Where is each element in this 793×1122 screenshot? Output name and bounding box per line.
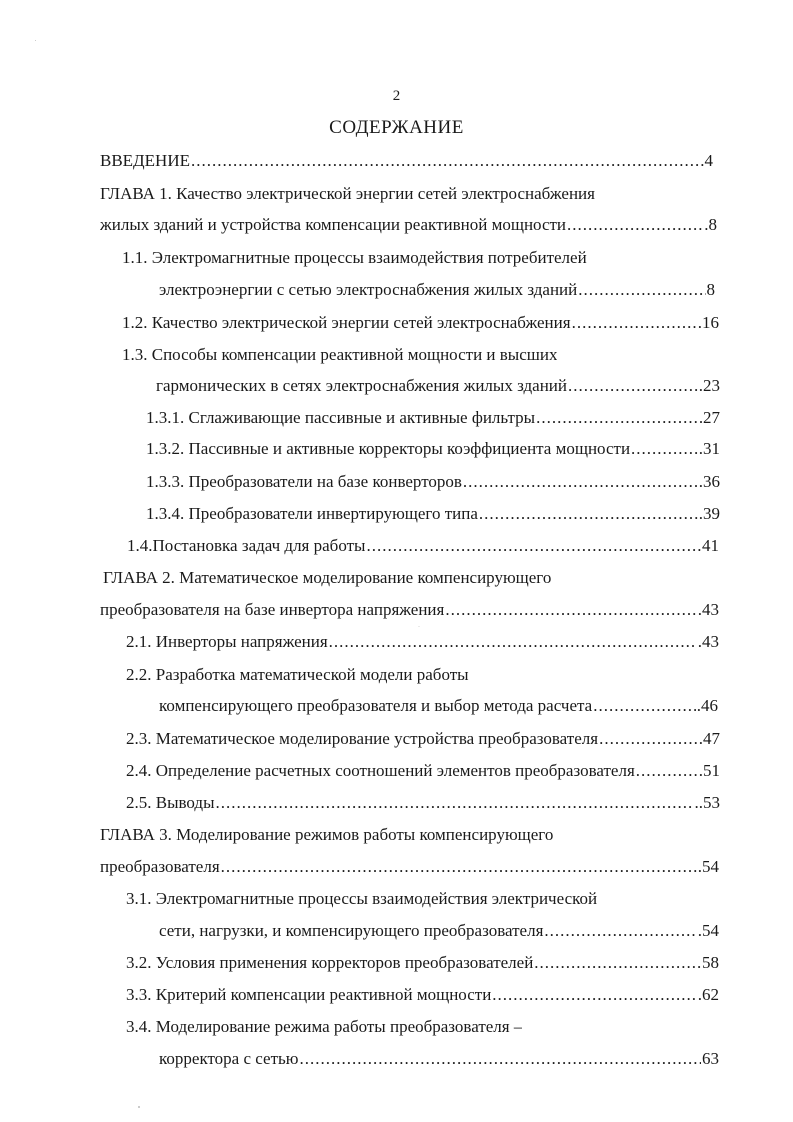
toc-entry-text: сети, нагрузки, и компенсирующего преобразователя	[159, 921, 544, 940]
toc-entry-text: преобразователя	[100, 857, 220, 876]
toc-entry-chapter-1	[100, 212, 717, 238]
dot-leader	[578, 277, 705, 303]
scan-speck	[138, 1106, 140, 1108]
toc-entry-text: 3.1. Электромагнитные процессы взаимодействия электрической	[126, 889, 598, 908]
toc-heading-2-2	[126, 662, 469, 688]
toc-entry-text: корректора с сетью	[159, 1049, 299, 1068]
dot-leader	[445, 597, 696, 623]
toc-entry-1-3-1	[146, 405, 720, 431]
dot-leader	[492, 982, 696, 1008]
toc-entry-text: 1.4.Постановка задач для работы	[127, 536, 366, 555]
toc-entry-text: компенсирующего преобразователя и выбор метода расчета	[159, 696, 593, 715]
toc-entry-1-3-3	[146, 469, 720, 495]
dot-leader	[479, 501, 698, 527]
dot-leader	[534, 950, 701, 976]
toc-heading-1-3	[122, 342, 557, 368]
toc-entry-2-5	[126, 790, 720, 816]
toc-entry-text: 3.4. Моделирование режима работы преобразователя –	[126, 1017, 523, 1036]
toc-entry-page: .8	[704, 215, 717, 234]
toc-entry-text: 1.3.1. Сглаживающие пассивные и активные фильтры	[146, 408, 536, 427]
toc-heading-chapter-2	[103, 565, 551, 591]
toc-entry-text: гармонических в сетях электроснабжения жилых зданий	[156, 376, 567, 395]
toc-heading-3-4	[126, 1014, 522, 1040]
toc-entry-text: 3.2. Условия применения корректоров преобразователей	[126, 953, 534, 972]
dot-leader	[567, 212, 703, 238]
toc-entry-text: 2.5. Выводы	[126, 793, 215, 812]
toc-entry-text: 1.3.2. Пассивные и активные корректоры коэффициента мощности	[146, 439, 631, 458]
toc-entry-text: 2.4. Определение расчетных соотношений элементов преобразователя	[126, 761, 635, 780]
toc-heading-3-1	[126, 886, 597, 912]
toc-entry-3-1	[159, 918, 719, 944]
toc-entry-page: .54	[697, 921, 719, 940]
toc-entry-page: 63	[702, 1049, 719, 1068]
toc-entry-page: .31	[698, 439, 720, 458]
toc-entry-page: 8	[706, 280, 715, 299]
toc-entry-page: .23	[698, 376, 720, 395]
toc-entry-1-1	[159, 277, 715, 303]
dot-leader	[191, 148, 699, 174]
toc-entry-page: .43	[697, 632, 719, 651]
toc-entry-chapter-3	[100, 854, 719, 880]
toc-entry-page: 51	[703, 761, 720, 780]
dot-leader	[216, 790, 694, 816]
toc-entry-text: жилых зданий и устройства компенсации реактивной мощности	[100, 215, 567, 234]
dot-leader	[463, 469, 698, 495]
toc-entry-1-3-2	[146, 436, 720, 462]
dot-leader	[299, 1046, 701, 1072]
toc-entry-intro	[100, 148, 713, 174]
toc-entry-page: .4	[700, 151, 713, 170]
toc-heading-1-1	[122, 245, 587, 271]
toc-entry-text: 1.3.4. Преобразователи инвертирующего типа	[146, 504, 478, 523]
toc-entry-page: 58	[702, 953, 719, 972]
toc-entry-text: 2.2. Разработка математической модели работы	[126, 665, 469, 684]
toc-entry-page: .46	[696, 696, 718, 715]
toc-heading-chapter-1	[100, 181, 595, 207]
toc-entry-text: 3.3. Критерий компенсации реактивной мощности	[126, 985, 492, 1004]
toc-title: СОДЕРЖАНИЕ	[329, 117, 464, 138]
toc-entry-3-4	[159, 1046, 719, 1072]
dot-leader	[536, 405, 702, 431]
dot-leader	[636, 758, 702, 784]
toc-entry-2-4	[126, 758, 720, 784]
dot-leader	[366, 533, 701, 559]
toc-entry-text: ВВЕДЕНИЕ	[100, 151, 190, 170]
toc-entry-page: .43	[697, 600, 719, 619]
dot-leader	[593, 693, 696, 719]
scan-speck	[35, 40, 36, 41]
toc-entry-text: ГЛАВА 3. Моделирование режимов работы компенсирующего	[100, 825, 554, 844]
dot-leader	[572, 310, 697, 336]
toc-entry-text: преобразователя на базе инвертора напряжения	[100, 600, 445, 619]
toc-entry-2-3	[126, 726, 720, 752]
toc-entry-2-1	[126, 629, 719, 655]
toc-entry-page: .36	[698, 472, 720, 491]
toc-entry-page: .16	[697, 313, 719, 332]
toc-heading-chapter-3	[100, 822, 553, 848]
toc-entry-page: .39	[698, 504, 720, 523]
dot-leader	[599, 726, 698, 752]
toc-entry-text: 1.3.3. Преобразователи на базе конверторов	[146, 472, 462, 491]
toc-entry-page: ..53	[694, 793, 720, 812]
dot-leader	[221, 854, 697, 880]
toc-entry-3-3	[126, 982, 719, 1008]
dot-leader	[329, 629, 697, 655]
toc-entry-3-2	[126, 950, 719, 976]
toc-entry-text: 1.1. Электромагнитные процессы взаимодействия потребителей	[122, 248, 587, 267]
toc-entry-text: 1.2. Качество электрической энергии сетей электроснабжения	[122, 313, 571, 332]
toc-entry-page: 27	[703, 408, 720, 427]
dot-leader	[631, 436, 698, 462]
toc-entry-text: 1.3. Способы компенсации реактивной мощности и высших	[122, 345, 558, 364]
dot-leader	[544, 918, 696, 944]
toc-entry-1-3	[156, 373, 720, 399]
toc-entry-text: ГЛАВА 1. Качество электрической энергии сетей электроснабжения	[100, 184, 595, 203]
toc-entry-text: электроэнергии с сетью электроснабжения жилых зданий	[159, 280, 578, 299]
page-number: 2	[392, 88, 401, 104]
toc-entry-text: 2.3. Математическое моделирование устройства преобразователя	[126, 729, 599, 748]
toc-entry-page: .62	[697, 985, 719, 1004]
toc-entry-1-4	[127, 533, 719, 559]
toc-entry-1-3-4	[146, 501, 720, 527]
toc-entry-page: 41	[702, 536, 719, 555]
toc-entry-text: ГЛАВА 2. Математическое моделирование компенсирующего	[103, 568, 552, 587]
scan-speck	[418, 626, 420, 627]
toc-entry-page: .47	[698, 729, 720, 748]
toc-entry-1-2	[122, 310, 719, 336]
toc-entry-chapter-2	[100, 597, 719, 623]
toc-entry-2-2	[159, 693, 718, 719]
toc-entry-page: .54	[697, 857, 719, 876]
toc-entry-text: 2.1. Инверторы напряжения	[126, 632, 328, 651]
dot-leader	[568, 373, 698, 399]
